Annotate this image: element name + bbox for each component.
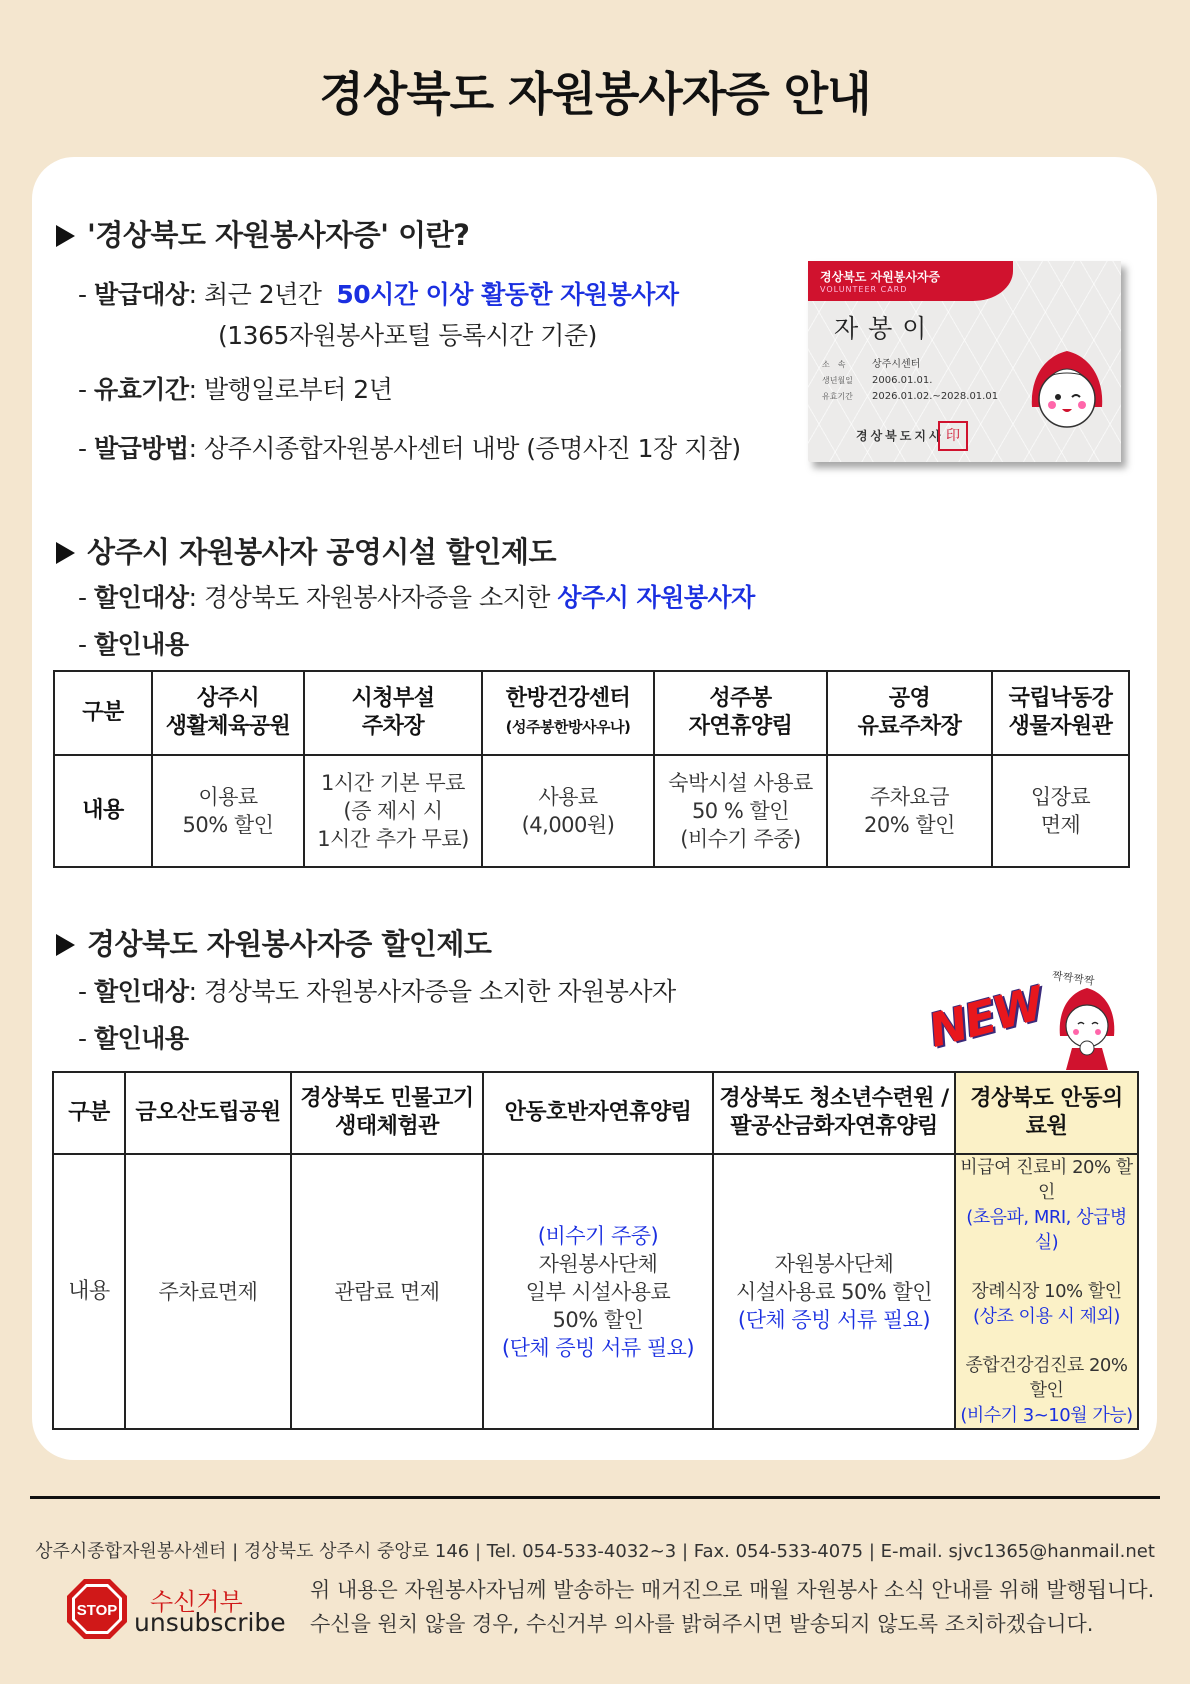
new-badge: NEW [922,976,1048,1058]
table-cell: 1시간 기본 무료 (증 제시 시 1시간 추가 무료) [304,755,482,867]
stop-sign-text: STOP [76,1602,118,1619]
issue-target-line: - 발급대상: 최근 2년간 50시간 이상 활동한 자원봉사자 [78,280,679,309]
card-title: 경상북도 자원봉사자증 [820,270,941,284]
section2-heading: 상주시 자원봉사자 공영시설 할인제도 [56,530,556,571]
card-seal: 印 [938,421,968,451]
footer-note-1: 위 내용은 자원봉사자님께 발송하는 매거진으로 매월 자원봉사 소식 안내를 위해 발행됩니다. [310,1578,1155,1602]
sangju-discount-table [53,670,1130,868]
table-cell: 관람료 면제 [291,1154,483,1429]
card-info: 소 속 상주시센터 생년월일 2006.01.01. 유효기간 2026.01.02.~2028.01.01 [822,359,999,402]
facility-header: 상주시 생활체육공원 [152,671,304,755]
facility-header: 공영 유료주차장 [827,671,992,755]
facility-header: 한방건강센터 (성주봉한방사우나) [482,671,654,755]
discount-target-line: - 할인대상: 경상북도 자원봉사자증을 소지한 자원봉사자 [78,977,676,1006]
table-cell-highlight: 비급여 진료비 20% 할인 (초음파, MRI, 상급병실) 장례식장 10% 할인 (상조 이용 시 제외) 종합건강검진료 20% 할인 (비수기 3~10월 가능) [955,1154,1138,1429]
facility-header: 경상북도 민물고기 생태체험관 [291,1072,483,1154]
table-row [54,755,1129,867]
triangle-bullet-icon [56,542,75,564]
table-header-row [54,671,1129,755]
discount-target-line: - 할인대상: 경상북도 자원봉사자증을 소지한 상주시 자원봉사자 [78,583,755,612]
table-cell: 주차요금 20% 할인 [827,755,992,867]
facility-header: 경상북도 청소년수련원 / 팔공산금화자연휴양림 [713,1072,955,1154]
table-cell: 입장료 면제 [992,755,1129,867]
unsubscribe-en[interactable]: unsubscribe [134,1608,286,1637]
mascot-icon [1052,986,1122,1072]
stop-sign-icon[interactable] [66,1578,128,1640]
table-cell: 이용료 50% 할인 [152,755,304,867]
triangle-bullet-icon [56,934,75,956]
footer-contact-info: 상주시종합자원봉사센터 | 경상북도 상주시 중앙로 146 | Tel. 054-533-4032~3 | Fax. 054-533-4075 | E-mail. sjvc1365@hanmail.net [35,1541,1155,1562]
section1-heading: '경상북도 자원봉사자증' 이란? [56,213,469,254]
unsubscribe-ko[interactable]: 수신거부 [150,1588,243,1616]
table-row [53,1154,1138,1429]
facility-header: 안동호반자연휴양림 [483,1072,713,1154]
section3-heading: 경상북도 자원봉사자증 할인제도 [56,922,491,963]
facility-header: 시청부설 주차장 [304,671,482,755]
facility-header: 국립낙동강 생물자원관 [992,671,1129,755]
table-cell: (비수기 주중) 자원봉사단체 일부 시설사용료 50% 할인 (단체 증빙 서류 필요) [483,1154,713,1429]
table-cell: 사용료 (4,000원) [482,755,654,867]
validity-line: - 유효기간: 발행일로부터 2년 [78,375,393,404]
gyeongbuk-discount-table [52,1071,1139,1430]
triangle-bullet-icon [56,225,75,247]
issue-method-line: - 발급방법: 상주시종합자원봉사센터 내방 (증명사진 1장 지참) [78,434,741,463]
facility-header: 성주봉 자연휴양림 [654,671,827,755]
discount-content-label: - 할인내용 [78,1024,189,1053]
issue-target-note: (1365자원봉사포털 등록시간 기준) [218,321,597,350]
card-subtitle: VOLUNTEER CARD [820,285,908,294]
row-content-label: 내용 [53,1154,125,1429]
table-cell: 자원봉사단체 시설사용료 50% 할인 (단체 증빙 서류 필요) [713,1154,955,1429]
facility-header-highlight: 경상북도 안동의료원 [955,1072,1138,1154]
row-head-label: 구분 [54,671,152,755]
volunteer-card-image [808,261,1121,462]
clap-text: 짝짝짝짝 [1051,969,1096,988]
footer-note-2: 수신을 원치 않을 경우, 수신거부 의사를 밝혀주시면 발송되지 않도록 조치하겠습니다. [310,1612,1094,1636]
card-issuer: 경상북도지사 [856,429,944,443]
mascot-icon [1022,347,1112,437]
table-header-row [53,1072,1138,1154]
footer-divider [30,1496,1160,1499]
table-cell: 주차료면제 [125,1154,291,1429]
row-content-label: 내용 [54,755,152,867]
table-cell: 숙박시설 사용료 50 % 할인 (비수기 주중) [654,755,827,867]
discount-content-label: - 할인내용 [78,630,189,659]
page-title: 경상북도 자원봉사자증 안내 [319,67,871,121]
card-name: 자봉이 [834,314,937,343]
row-head-label: 구분 [53,1072,125,1154]
facility-header: 금오산도립공원 [125,1072,291,1154]
